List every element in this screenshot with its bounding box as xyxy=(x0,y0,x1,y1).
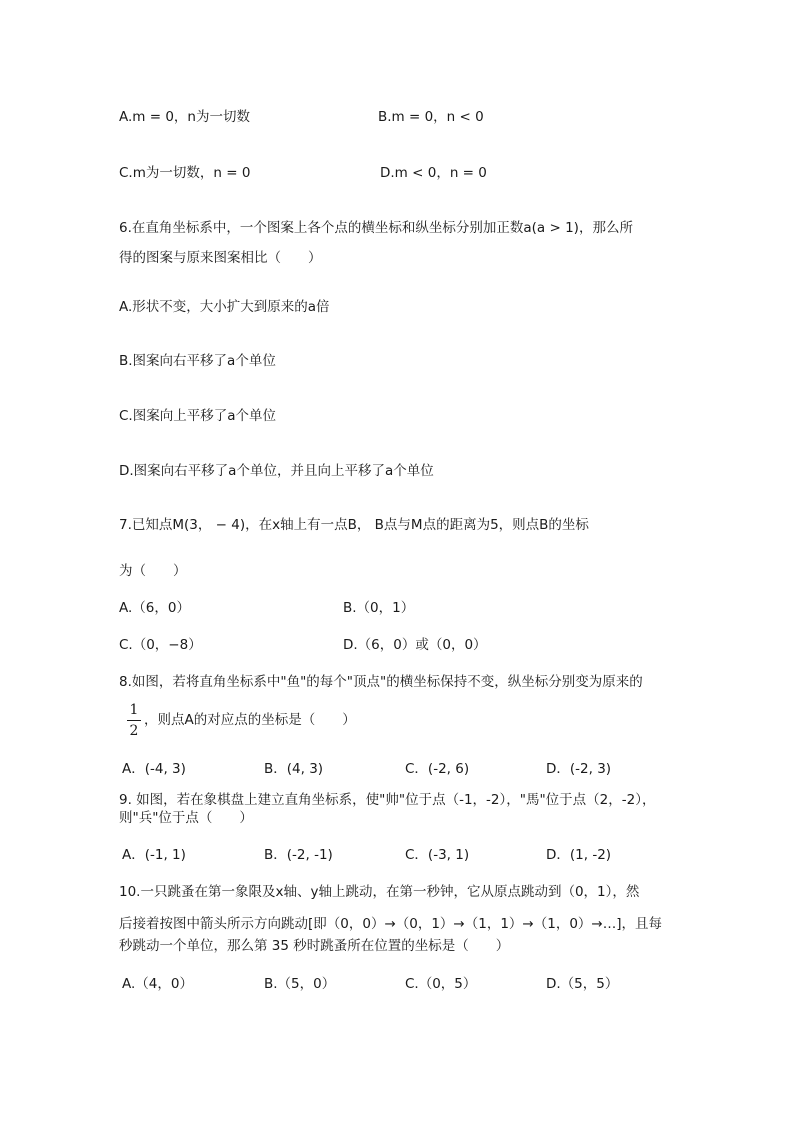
q8-fraction-numerator: 1 xyxy=(129,702,139,718)
q9-option-a: A．(-1, 1) xyxy=(122,847,186,863)
q7-option-a: A.（6，0） xyxy=(119,600,190,616)
q7-stem-line1: 7.已知点M(3， − 4)，在x轴上有一点B， B点与M点的距离为5，则点B的坐标 xyxy=(119,517,589,533)
q10-option-a: A.（4，0） xyxy=(122,976,193,992)
q7-option-b: B.（0，1） xyxy=(343,600,415,616)
q9-stem-line1: 9. 如图，若在象棋盘上建立直角坐标系，使"帅"位于点（-1，-2），"馬"位于点（2，-2）， xyxy=(119,792,656,808)
q6-stem-line2: 得的图案与原来图案相比（ ） xyxy=(119,250,322,266)
q6-option-a: A.形状不变，大小扩大到原来的a倍 xyxy=(119,299,330,315)
q10-option-d: D.（5，5） xyxy=(546,976,619,992)
q8-option-c: C．(-2, 6) xyxy=(405,761,470,777)
q10-stem-line1: 10.一只跳蚤在第一象限及x轴、y轴上跳动，在第一秒钟，它从原点跳动到（0，1），然 xyxy=(119,884,640,900)
q9-option-d: D．(1, -2) xyxy=(546,847,612,863)
q5-option-c: C.m为一切数，n = 0 xyxy=(119,165,251,181)
q5-option-b: B.m = 0，n < 0 xyxy=(378,109,484,125)
q8-option-d: D．(-2, 3) xyxy=(546,761,612,777)
q6-option-b: B.图案向右平移了a个单位 xyxy=(119,353,276,369)
q10-stem-line2: 后接着按图中箭头所示方向跳动[即（0，0）→（0，1）→（1，1）→（1，0）→…]，且每 xyxy=(119,916,662,932)
q8-option-b: B．(4, 3) xyxy=(264,761,324,777)
q6-option-c: C.图案向上平移了a个单位 xyxy=(119,408,276,424)
q6-option-d: D.图案向右平移了a个单位，并且向上平移了a个单位 xyxy=(119,463,434,479)
q8-fraction-bar xyxy=(127,720,141,721)
q5-option-d: D.m < 0，n = 0 xyxy=(380,165,487,181)
q6-stem-line1: 6.在直角坐标系中，一个图案上各个点的横坐标和纵坐标分别加正数a(a > 1)，那么所 xyxy=(119,220,633,236)
q9-option-b: B．(-2, -1) xyxy=(264,847,333,863)
q5-option-a: A.m = 0，n为一切数 xyxy=(119,109,250,125)
q10-stem-line3: 秒跳动一个单位，那么第 35 秒时跳蚤所在位置的坐标是（ ） xyxy=(119,938,510,954)
q8-stem-line1: 8.如图，若将直角坐标系中"鱼"的每个"顶点"的横坐标保持不变，纵坐标分别变为原来的 xyxy=(119,674,643,690)
q8-option-a: A．(-4, 3) xyxy=(122,761,186,777)
q8-fraction-denominator: 2 xyxy=(129,723,139,739)
q7-option-c: C.（0，−8） xyxy=(119,637,202,653)
q9-stem-line2: 则"兵"位于点（ ） xyxy=(119,810,253,826)
q7-stem-line2: 为（ ） xyxy=(119,563,187,579)
q7-option-d: D.（6，0）或（0，0） xyxy=(343,637,487,653)
q8-stem-line2: ，则点A的对应点的坐标是（ ） xyxy=(144,712,356,728)
q10-option-c: C.（0，5） xyxy=(405,976,477,992)
q8-fraction xyxy=(127,702,141,739)
q9-option-c: C．(-3, 1) xyxy=(405,847,470,863)
q10-option-b: B.（5，0） xyxy=(264,976,336,992)
